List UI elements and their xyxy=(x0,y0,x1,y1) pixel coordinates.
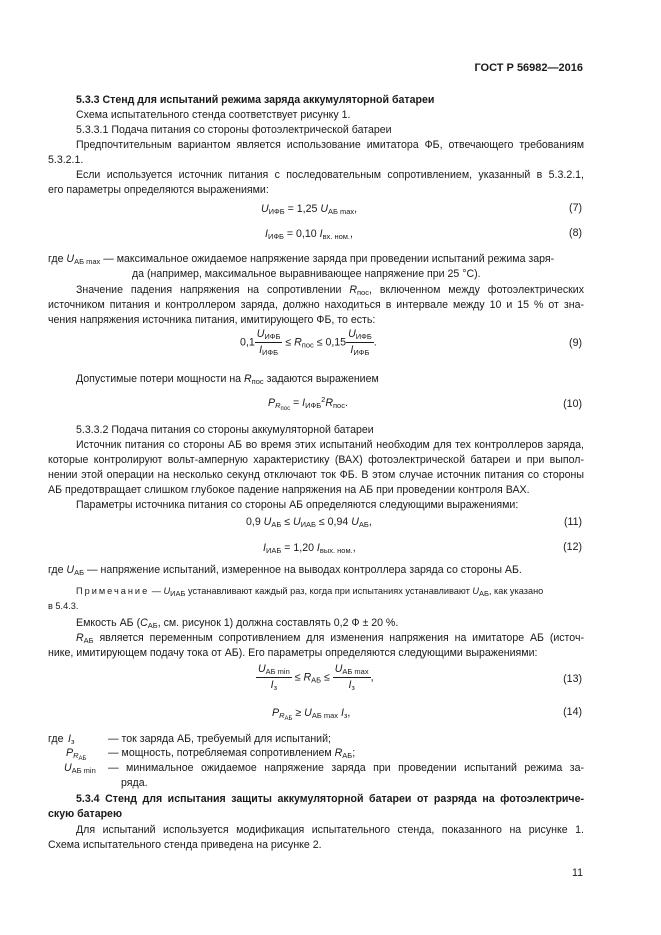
paragraph-line: Параметры источника питания со стороны АБ определяются следующими выражениями: xyxy=(76,499,519,511)
paragraph-line: Значение падения напряжения на сопротивлении $R_{пос}$, включенном между фотоэлектрических xyxy=(76,284,584,297)
definition-continuation: да (например, максимальное выравнивающее напряжение при 25 °С). xyxy=(132,268,481,280)
paragraph-line: $R_{АБ}$ является переменным сопротивлением для изменения напряжения на имитаторе АБ (источ- xyxy=(76,632,584,645)
paragraph-line: 5.3.2.1. xyxy=(48,154,84,166)
equation-14: $P_{R_{АБ}} \ge U_{АБ max}$ $I_з$, xyxy=(272,707,351,722)
definition-text: — ток заряда АБ, требуемый для испытаний; xyxy=(108,733,331,745)
definition-symbol-p-r-ab: $P_{R_{АБ}}$ xyxy=(66,747,87,762)
subsection-heading-5-3-3-2: 5.3.3.2 Подача питания со стороны аккумуляторной батареи xyxy=(76,424,374,436)
definition-continuation: ряда. xyxy=(121,777,148,789)
equation-number-7: (7) xyxy=(569,202,582,214)
equation-number-9: (9) xyxy=(569,337,582,349)
equation-number-12: (12) xyxy=(563,541,582,553)
fraction: $\frac{U_{АБ max}}{I_з}$ xyxy=(334,663,369,692)
definition-lead: где xyxy=(48,733,64,745)
equation-number-13: (13) xyxy=(563,673,582,685)
equation-11: 0,9 $U_{АБ} \le U_{ИАБ} \le 0,94$ $U_{АБ}$, xyxy=(246,516,372,529)
equation-10: $P_{R_{пос}} = I_{ИФБ}^2R_{пос}$. xyxy=(268,395,348,412)
paragraph-line: Допустимые потери мощности на $R_{пос}$ задаются выражением xyxy=(76,373,379,386)
paragraph-line: которые контролируют вольт-амперную характеристику (ВАХ) фотоэлектрической батареи и при выпол- xyxy=(48,454,584,466)
definition-text: — минимальное ожидаемое напряжение заряда при проведении испытаний режима за- xyxy=(108,762,584,774)
section-heading-5-3-3: 5.3.3 Стенд для испытаний режима заряда аккумуляторной батареи xyxy=(76,94,435,106)
equation-9: 0,1 $\frac{U_{ИФБ}}{I_{ИФБ}}$ ≤ $R_{пос} \le 0,15$ $\frac{U_{ИФБ}}{I_{ИФБ}}$ . xyxy=(240,328,377,357)
fraction: $\frac{U_{ИФБ}}{I_{ИФБ}}$ xyxy=(256,328,281,357)
definition-text: — мощность, потребляемая сопротивлением $R_{АБ}$; xyxy=(108,747,356,760)
section-heading-continuation: скую батарею xyxy=(48,808,123,820)
note: Примечание — $U_{ИАБ}$ устанавливают каждый раз, когда при испытаниях устанавливают $U_{АБ}$, как указано xyxy=(76,586,544,598)
equation-13: $\frac{U_{АБ min}}{I_з}$ ≤ $R_{АБ}$ ≤ $\frac{U_{АБ max}}{I_з}$ , xyxy=(258,663,374,692)
paragraph-line: Источник питания со стороны АБ во время этих испытаний необходим для тех контроллеров заряда, xyxy=(76,439,584,451)
standard-number: ГОСТ Р 56982—2016 xyxy=(474,62,583,74)
definition-symbol-u-ab-min: $U_{АБ min}$ xyxy=(64,762,96,775)
paragraph-line: Схема испытательного стенда приведена на рисунке 2. xyxy=(48,839,322,851)
paragraph-line: Если используется источник питания с последовательным сопротивлением, указанный в 5.3.2.1, xyxy=(76,169,584,181)
equation-number-11: (11) xyxy=(563,516,582,528)
paragraph-line: его параметры определяются выражениями: xyxy=(48,184,269,196)
subsection-heading-5-3-3-1: 5.3.3.1 Подача питания со стороны фотоэлектрической батареи xyxy=(76,124,392,136)
equation-number-14: (14) xyxy=(563,706,582,718)
paragraph: Схема испытательного стенда соответствует рисунку 1. xyxy=(76,109,351,121)
equation-8: $I_{ИФБ} = 0,10$ $I_{вх. ном.}$, xyxy=(265,228,353,241)
paragraph-line: Для испытаний используется модификация испытательного стенда, показанного на рисунке 1. xyxy=(76,824,584,836)
page-number: 11 xyxy=(572,867,583,879)
fraction: $\frac{U_{АБ min}}{I_з}$ xyxy=(258,663,290,692)
paragraph-line: АБ предотвращает слишком глубокое падение напряжения на АБ при проведении контроля ВАХ. xyxy=(48,484,530,496)
paragraph-line: нике, имитирующем подачу тока от АБ). Его параметры определяются следующими выражениями: xyxy=(48,647,538,659)
definition-u-ab: где $U_{АБ}$ — напряжение испытаний, измеренное на выводах контроллера заряда со стороны АБ. xyxy=(48,564,522,577)
note-continuation: в 5.4.3. xyxy=(48,601,79,611)
equation-12: $I_{ИАБ} = 1,20$ $I_{вых. ном.}$, xyxy=(263,542,356,555)
paragraph-line: чения напряжения источника питания, имитирующего ФБ, то есть: xyxy=(48,314,376,326)
equation-number-10: (10) xyxy=(563,398,582,410)
paragraph-line: Емкость АБ ($C_{АБ}$, см. рисунок 1) должна составлять 0,2 Ф ± 20 %. xyxy=(76,617,399,630)
paragraph-line: нении этой операции на несколько секунд отключают ток ФБ. В этом случае источник питания со стороны xyxy=(48,469,584,481)
equation-number-8: (8) xyxy=(569,227,582,239)
definition-u-ab-max: где $U_{АБ max}$ — максимальное ожидаемое напряжение заряда при проведении испытаний режима заря- xyxy=(48,253,555,266)
definition-symbol-i-z: $I_з$ xyxy=(68,733,75,746)
section-heading-5-3-4: 5.3.4 Стенд для испытания защиты аккумуляторной батареи от разряда на фотоэлектриче- xyxy=(76,793,584,805)
paragraph-line: источником питания и контроллером заряда, должно находиться в интервале между 10 и 15 % от зна- xyxy=(48,299,584,311)
paragraph-line: Предпочтительным вариантом является использование имитатора ФБ, отвечающего требованиям xyxy=(76,139,584,151)
equation-7: $U_{ИФБ} = 1,25$ $U_{АБ max}$, xyxy=(261,203,358,216)
fraction: $\frac{U_{ИФБ}}{I_{ИФБ}}$ xyxy=(348,328,372,357)
